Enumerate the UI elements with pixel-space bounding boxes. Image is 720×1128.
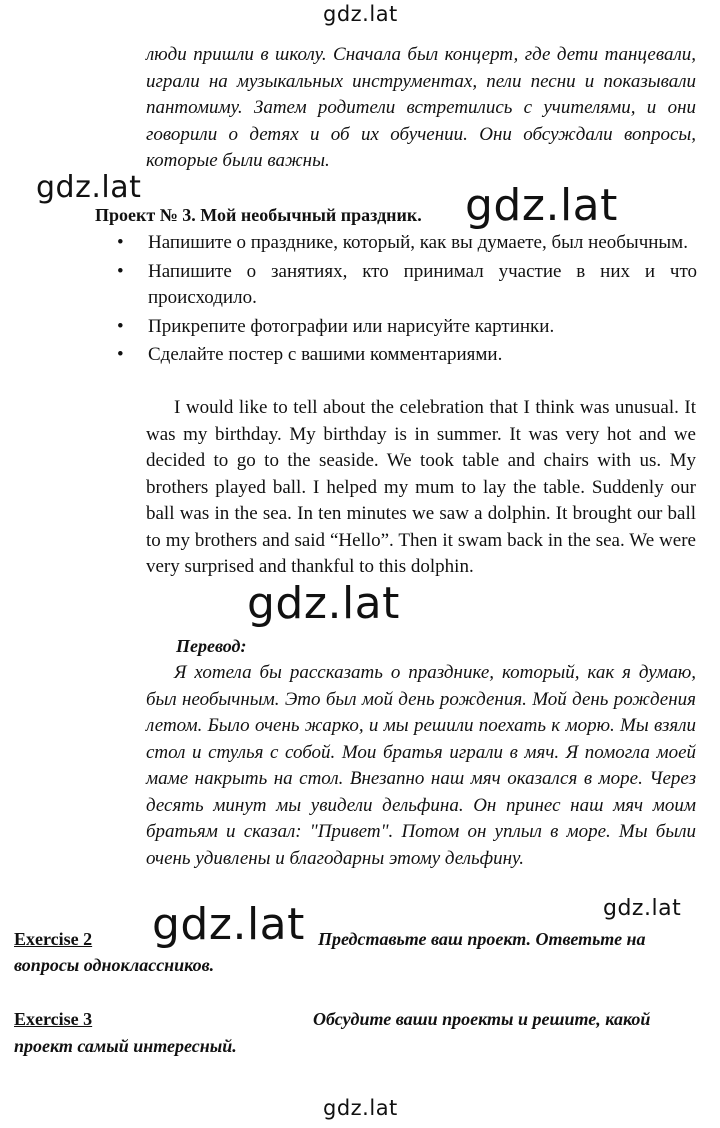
watermark-right-small: gdz.lat [603,896,682,921]
translation-text: Я хотела бы рассказать о празднике, который, как я думаю, был необычным. Это был мой день рождения. Мой день рождения летом. Было очень жарко, и мы решили поехать к морю. Мы взяли стол и стулья с собой. Мои братья играли в мяч. Я помогла моей маме накрыть на стол. Внезапно наш мяч оказался в море. Через десять минут мы увидели дельфина. Он принес наш мяч моим братьям и сказал: "Привет". Потом он уплыл в море. Мы были очень удивлены и благодарны этому дельфину. [146,662,696,869]
translation-heading: Перевод: [176,636,247,656]
exercise3-text-line2: проект самый интересный. [14,1036,237,1056]
exercise3-label: Exercise 3 [14,1009,93,1029]
watermark-top: gdz.lat [323,2,398,26]
watermark-middle: gdz.lat [247,578,400,629]
bullet-item: • Напишите о празднике, который, как вы думаете, был необычным. [117,230,697,257]
project-title: Проект № 3. Мой необычный праздник. [95,205,422,225]
project-bullet-list [117,230,697,371]
exercise3-text-line1: Обсудите ваши проекты и решите, какой [313,1009,651,1029]
watermark-exercise2: gdz.lat [152,899,305,950]
bullet-item: • Напишите о занятиях, кто принимал участие в них и что происходило. [117,259,697,312]
exercise2-text-line1: Представьте ваш проект. Ответьте на [318,929,646,949]
exercise2-text-line2: вопросы одноклассников. [14,955,215,975]
watermark-bottom: gdz.lat [323,1096,398,1120]
exercise2-label: Exercise 2 [14,929,93,949]
watermark-title-right: gdz.lat [465,180,618,231]
bullet-item: • Сделайте постер с вашими комментариями. [117,342,697,369]
intro-paragraph: люди пришли в школу. Сначала был концерт, где дети танцевали, играли на музыкальных инструментах, пели песни и показывали пантомиму. Затем родители встретились с учителями, и они говорили о детях и об их обучении. Они обсуждали вопросы, которые были важны. [146,44,696,171]
bullet-item: • Прикрепите фотографии или нарисуйте картинки. [117,314,697,341]
watermark-left: gdz.lat [36,170,142,205]
english-text: I would like to tell about the celebration that I think was unusual. It was my birthday. My birthday is in summer. It was very hot and we decided to go to the seaside. We took table and chairs with us. My brothers played ball. I helped my mum to lay the table. Suddenly our ball was in the sea. In ten minutes we saw a dolphin. It brought our ball to my brothers and said “Hello”. Then it swam back in the sea. We were very surprised and thankful to this dolphin. [146,397,696,577]
